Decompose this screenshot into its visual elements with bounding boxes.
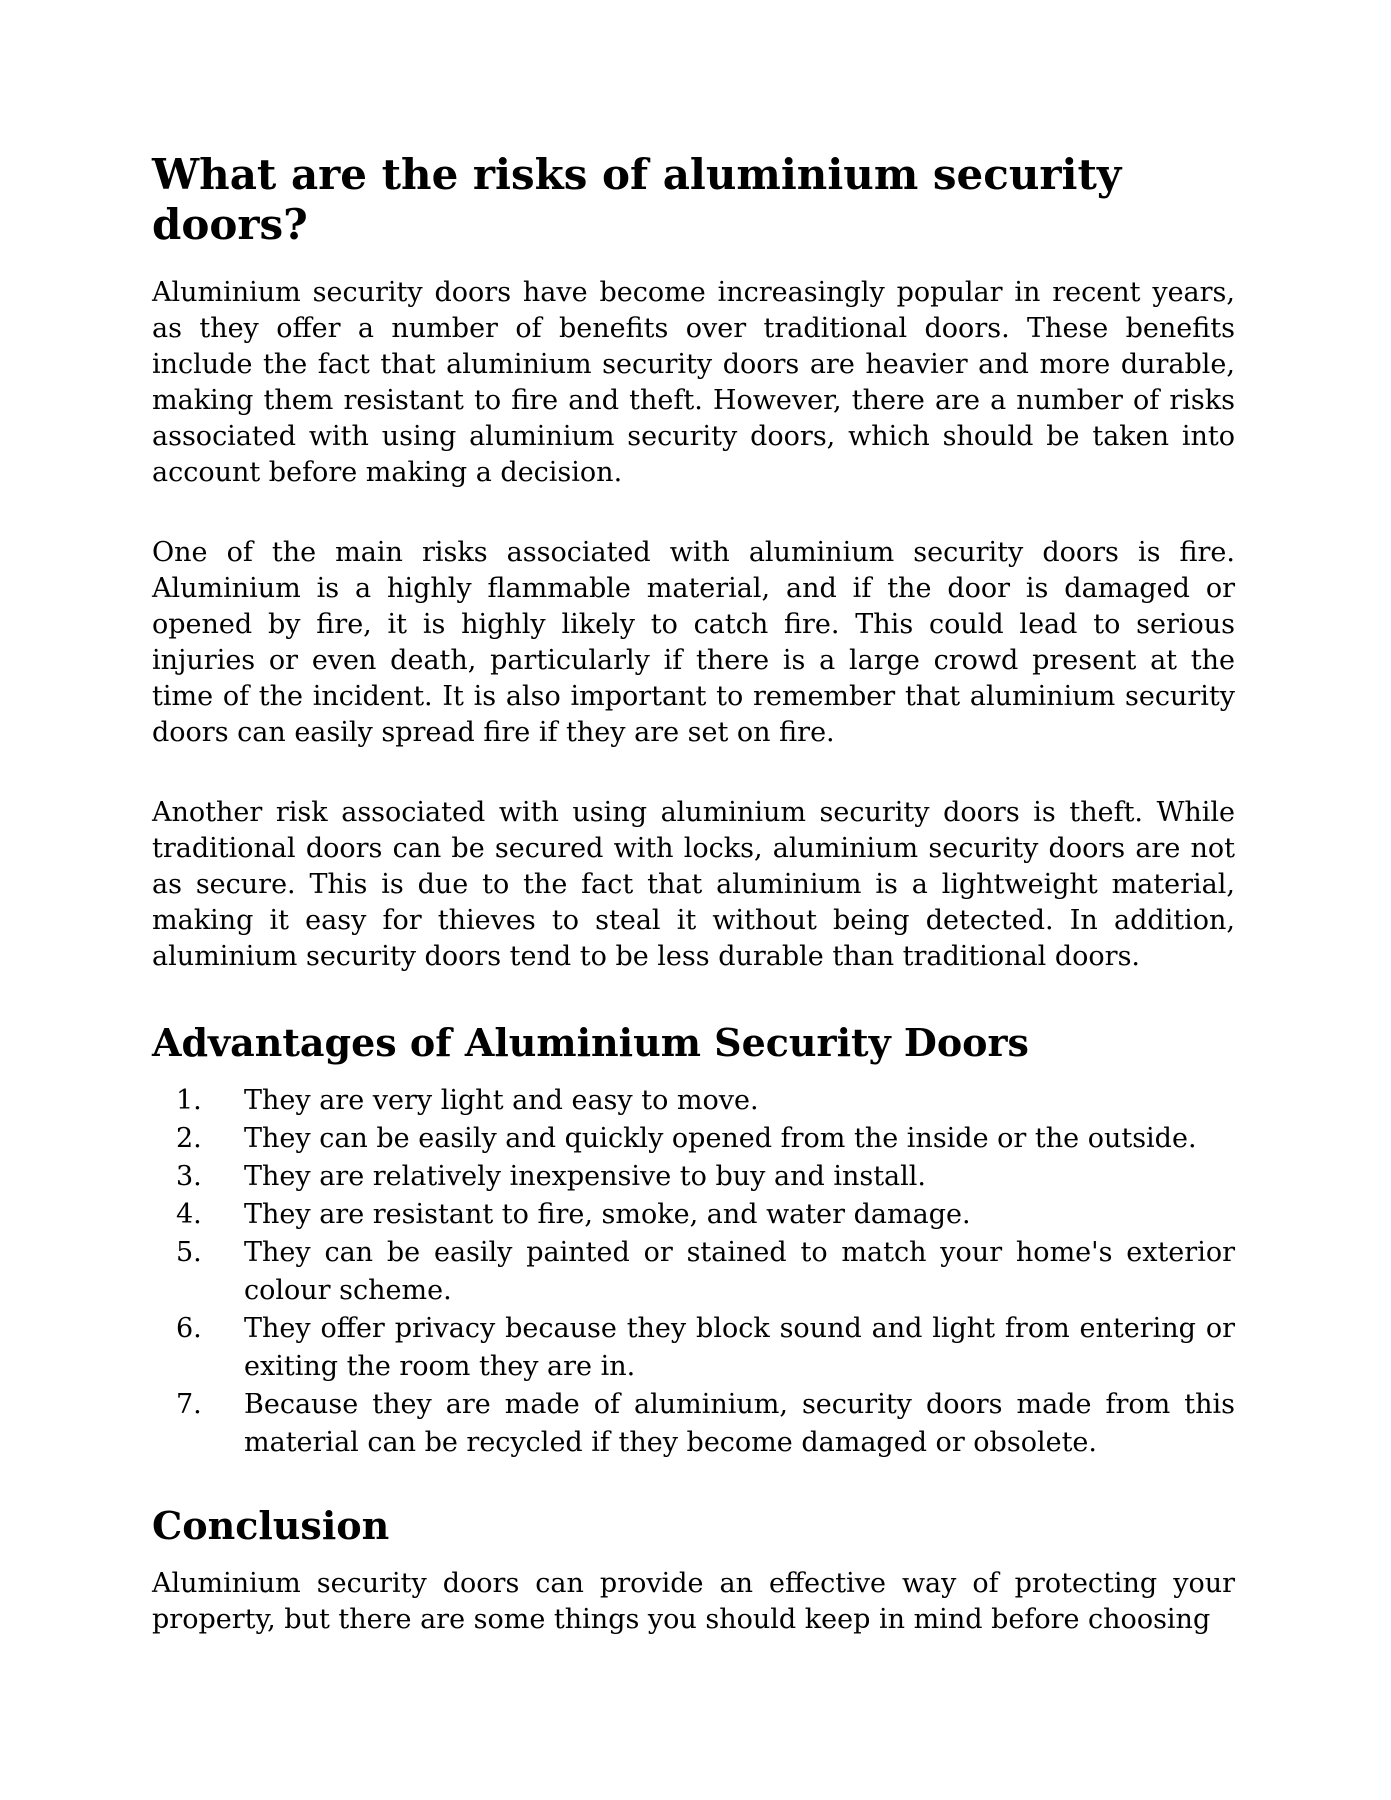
list-item-text: They offer privacy because they block sound and light from entering or exiting the room they are in. (244, 1313, 1235, 1383)
list-item-text: They are very light and easy to move. (244, 1085, 759, 1117)
list-item-text: They are relatively inexpensive to buy and install. (244, 1161, 927, 1193)
list-item (176, 1082, 1235, 1120)
list-item-number: 2. (176, 1123, 202, 1155)
list-item (176, 1310, 1235, 1386)
list-item (176, 1196, 1235, 1234)
list-item-number: 4. (176, 1199, 202, 1231)
list-item (176, 1386, 1235, 1462)
list-item (176, 1158, 1235, 1196)
list-item-text: They are resistant to fire, smoke, and water damage. (244, 1199, 971, 1231)
intro-paragraph-3: Another risk associated with using aluminium security doors is theft. While traditional doors can be secured with locks, aluminium security doors are not as secure. This is due to the fact that aluminium is a lightweight material, making it easy for thieves to steal it without being detected. In addition, aluminium security doors tend to be less durable than traditional doors. (152, 796, 1235, 972)
intro-paragraph-1: Aluminium security doors have become increasingly popular in recent years, as they offer a number of benefits over traditional doors. These benefits include the fact that aluminium security doors are heavier and more durable, making them resistant to fire and theft. However, there are a number of risks associated with using aluminium security doors, which should be taken into account before making a decision. (152, 276, 1235, 488)
page-title: What are the risks of aluminium security doors? (152, 150, 1122, 250)
conclusion-paragraph: Aluminium security doors can provide an effective way of protecting your property, but there are some things you should keep in mind before choosing (152, 1567, 1235, 1635)
list-item-text: They can be easily and quickly opened from the inside or the outside. (244, 1123, 1197, 1155)
list-item-number: 1. (176, 1085, 202, 1117)
advantages-list (152, 1082, 1235, 1462)
conclusion-heading: Conclusion (152, 1503, 390, 1549)
intro-paragraph-2: One of the main risks associated with aluminium security doors is fire. Aluminium is a highly flammable material, and if the door is damaged or opened by fire, it is highly likely to catch fire. This could lead to serious injuries or even death, particularly if there is a large crowd present at the time of the incident. It is also important to remember that aluminium security doors can easily spread fire if they are set on fire. (152, 536, 1235, 748)
list-item (176, 1234, 1235, 1310)
list-item-number: 5. (176, 1237, 202, 1269)
list-item-text: Because they are made of aluminium, security doors made from this material can be recycled if they become damaged or obsolete. (244, 1389, 1235, 1459)
list-item-number: 6. (176, 1313, 202, 1345)
list-item (176, 1120, 1235, 1158)
advantages-heading: Advantages of Aluminium Security Doors (152, 1019, 1029, 1065)
list-item-text: They can be easily painted or stained to match your home's exterior colour scheme. (244, 1237, 1235, 1307)
list-item-number: 7. (176, 1389, 202, 1421)
list-item-number: 3. (176, 1161, 202, 1193)
